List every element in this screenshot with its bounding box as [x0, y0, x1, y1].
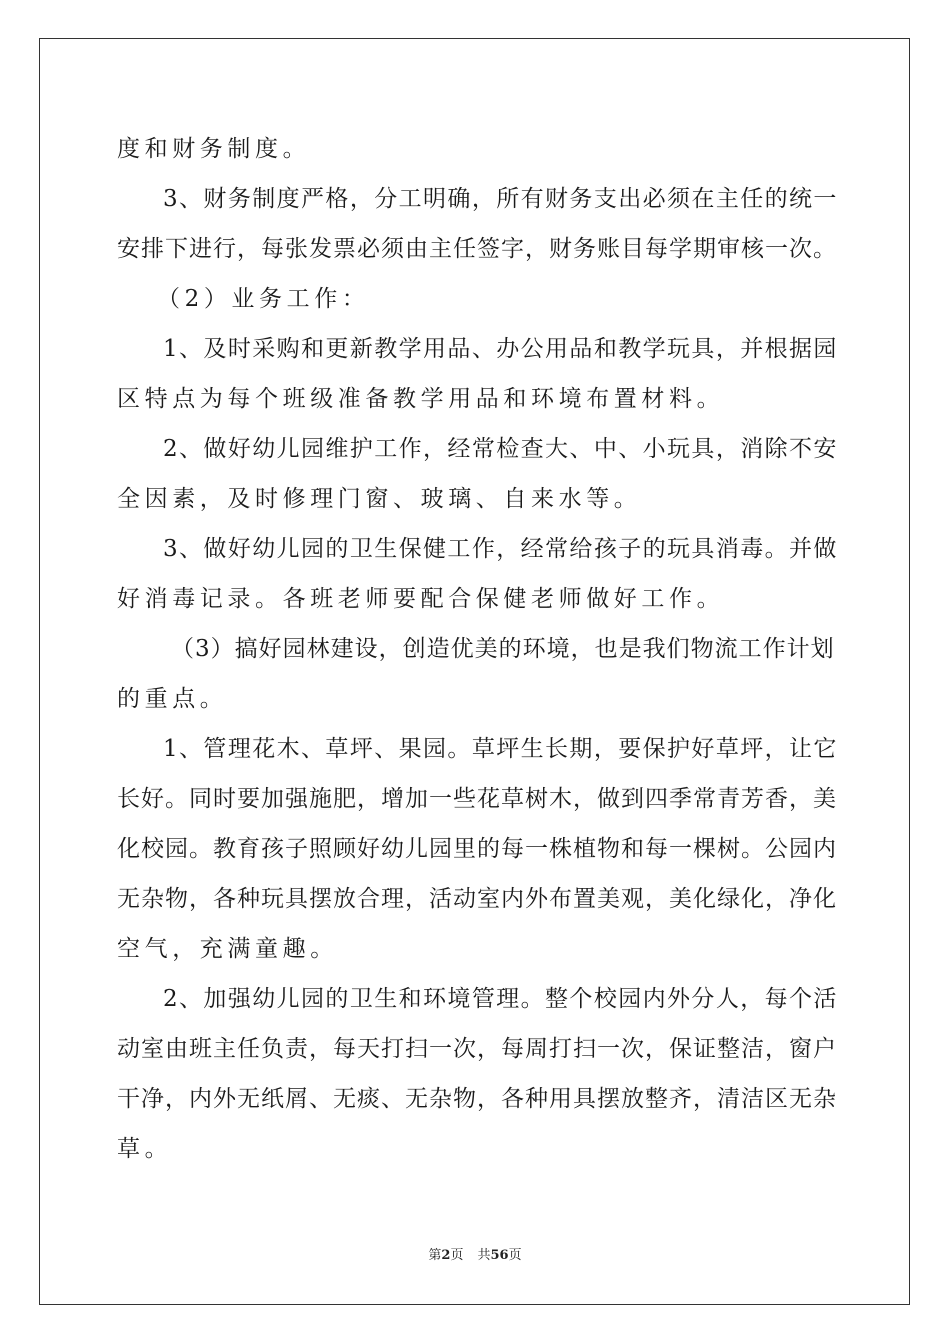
text-line: 草。 [117, 1136, 173, 1162]
footer-total-prefix: 共 [477, 1248, 491, 1263]
text-line: 1、及时采购和更新教学用品、办公用品和教学玩具，并根据园 [163, 336, 838, 362]
footer-page-number: 2 [441, 1248, 451, 1263]
text-line: （2）业务工作： [157, 286, 370, 312]
text-line: 全因素，及时修理门窗、玻璃、自来水等。 [117, 486, 642, 512]
text-line: 好消毒记录。各班老师要配合保健老师做好工作。 [117, 586, 725, 612]
text-line: 无杂物，各种玩具摆放合理，活动室内外布置美观，美化绿化，净化 [117, 886, 837, 912]
text-line: 3、财务制度严格，分工明确，所有财务支出必须在主任的统一 [163, 186, 838, 212]
footer-total-suffix: 页 [508, 1248, 522, 1263]
text-line: 度和财务制度。 [117, 136, 311, 162]
footer-total-pages: 56 [490, 1248, 509, 1263]
text-line: 区特点为每个班级准备教学用品和环境布置材料。 [117, 386, 725, 412]
text-line: 2、加强幼儿园的卫生和环境管理。整个校园内外分人，每个活 [163, 986, 838, 1012]
text-line: 的重点。 [117, 686, 228, 712]
text-line: （3）搞好园林建设，创造优美的环境，也是我们物流工作计划 [171, 636, 835, 662]
document-body [117, 124, 837, 1174]
text-line: 1、管理花木、草坪、果园。草坪生长期，要保护好草坪，让它 [163, 736, 838, 762]
footer-page-suffix: 页 [450, 1248, 464, 1263]
text-line: 长好。同时要加强施肥，增加一些花草树木，做到四季常青芳香，美 [117, 786, 837, 812]
text-line: 3、做好幼儿园的卫生保健工作，经常给孩子的玩具消毒。并做 [163, 536, 838, 562]
page-footer [0, 1247, 950, 1265]
text-line: 安排下进行，每张发票必须由主任签字，财务账目每学期审核一次。 [117, 236, 837, 262]
text-line: 动室由班主任负责，每天打扫一次，每周打扫一次，保证整洁，窗户 [117, 1036, 837, 1062]
text-line: 空气，充满童趣。 [117, 936, 338, 962]
footer-page-prefix: 第 [428, 1248, 442, 1263]
text-line: 干净，内外无纸屑、无痰、无杂物，各种用具摆放整齐，清洁区无杂 [117, 1086, 837, 1112]
text-line: 化校园。教育孩子照顾好幼儿园里的每一株植物和每一棵树。公园内 [117, 836, 837, 862]
text-line: 2、做好幼儿园维护工作，经常检查大、中、小玩具，消除不安 [163, 436, 838, 462]
